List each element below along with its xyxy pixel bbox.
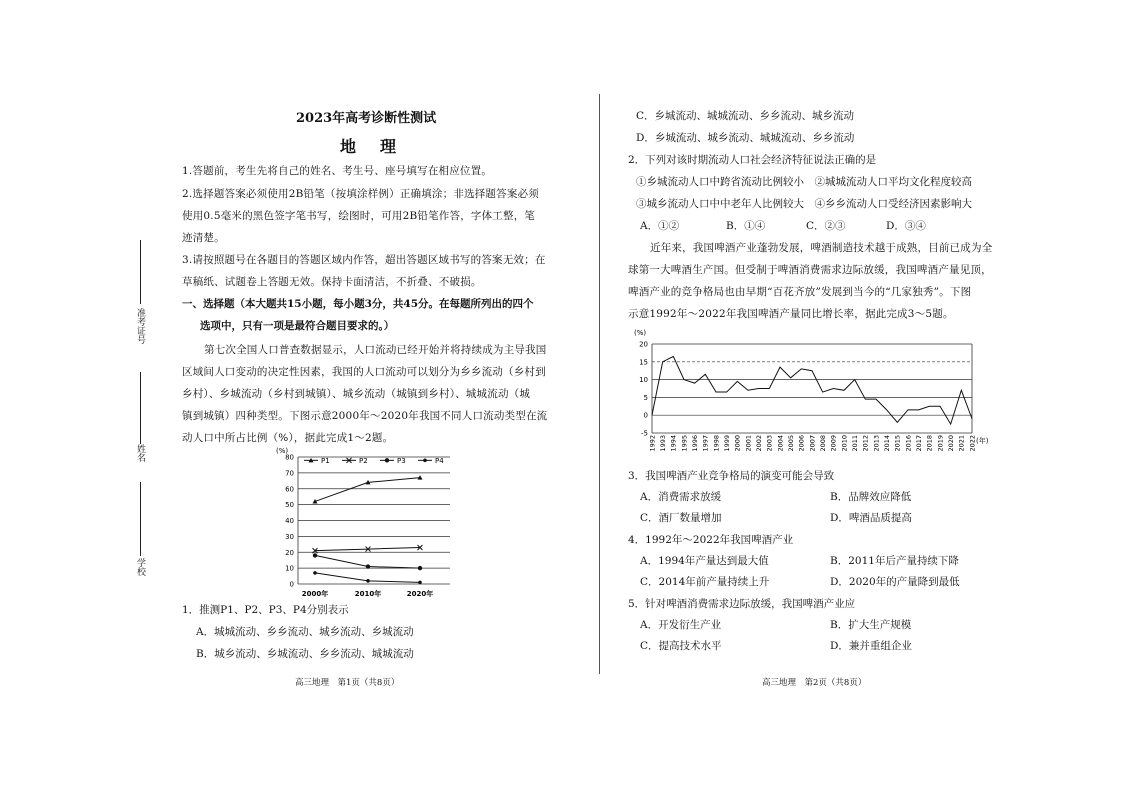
x-tick-label: 1997 xyxy=(701,435,710,452)
q2-item-line: ③城乡流动人口中中老年人比例较大 ④乡乡流动人口受经济因素影响大 xyxy=(636,198,972,210)
y-tick-label: 10 xyxy=(639,376,648,385)
q5-option-c: C．提高技术水平 xyxy=(640,640,722,652)
data-point-p4 xyxy=(418,581,422,585)
passage-line: 第七次全国人口普查数据显示，人口流动已经开始并将持续成为主导我国 xyxy=(204,344,547,356)
page-divider xyxy=(599,94,600,674)
x-tick-label: 1996 xyxy=(690,435,699,452)
data-point-p4 xyxy=(366,579,370,583)
note-line: 3.请按照题号在各题目的答题区域内作答，超出答题区域书写的答案无效；在 xyxy=(182,254,546,266)
legend-label: P4 xyxy=(435,456,444,465)
q2-option-a: A．①② xyxy=(640,220,680,232)
q2-option-d: D．③④ xyxy=(886,220,926,232)
passage-line: 近年来，我国啤酒产业蓬勃发展，啤酒制造技术越于成熟，目前已成为全 xyxy=(650,242,993,254)
x-tick-label: 2020年 xyxy=(406,590,434,598)
x-tick-label: 2005 xyxy=(786,435,795,452)
y-tick-label: 20 xyxy=(639,340,648,349)
x-tick-label: 2020 xyxy=(946,435,955,452)
page-footer-right: 高三地理 第2页（共8页） xyxy=(762,678,867,688)
x-tick-label: 2022 xyxy=(968,435,977,452)
q5-option-d: D．兼并重组企业 xyxy=(830,640,912,652)
x-tick-label: 2000年 xyxy=(301,590,329,598)
q4-option-d: D．2020年的产量降到最低 xyxy=(830,576,960,588)
y-tick-label: 10 xyxy=(285,564,294,573)
y-tick-label: 0 xyxy=(289,580,294,589)
x-tick-label: 2017 xyxy=(914,435,923,452)
x-tick-label: 2002 xyxy=(754,435,763,452)
side-label-name: 姓名 xyxy=(135,444,145,462)
x-tick-label: 2010年 xyxy=(354,590,382,598)
x-tick-label: 1994 xyxy=(669,435,678,452)
q5-option-a: A．开发衍生产业 xyxy=(640,619,722,631)
section-heading-cont: 选项中，只有一项是最符合题目要求的。） xyxy=(200,320,395,332)
y-axis-label: (%) xyxy=(276,447,289,455)
x-tick-label: 2019 xyxy=(936,435,945,452)
y-tick-label: 30 xyxy=(285,532,294,541)
passage-line: 镇到城镇）四种类型。下图示意2000年～2020年我国不同人口流动类型在流 xyxy=(182,410,548,422)
q2-option-c: C．②③ xyxy=(806,220,846,232)
q1-option-d: D．乡城流动、城乡流动、城城流动、乡乡流动 xyxy=(636,132,855,144)
side-label-id: 准考证号 xyxy=(135,308,145,344)
x-tick-label: 2011 xyxy=(850,435,859,452)
data-point-p3 xyxy=(366,564,370,568)
x-tick-label: 2009 xyxy=(829,435,838,452)
q4-option-b: B．2011年后产量持续下降 xyxy=(830,555,959,567)
x-tick-label: 2003 xyxy=(765,435,774,452)
x-tick-label: 2001 xyxy=(744,435,753,452)
q1-option-a: A．城城流动、乡乡流动、城乡流动、乡城流动 xyxy=(196,626,414,638)
x-tick-label: 2012 xyxy=(861,435,870,452)
q4-option-c: C．2014年前产量持续上升 xyxy=(640,576,770,588)
page-footer-left: 高三地理 第1页（共8页） xyxy=(295,678,400,688)
y-tick-label: 15 xyxy=(639,358,648,367)
legend-label: P2 xyxy=(359,456,368,465)
q4-option-a: A．1994年产量达到最大值 xyxy=(640,555,769,567)
q1-option-c: C．乡城流动、城城流动、乡乡流动、城乡流动 xyxy=(636,110,855,122)
subject-title: 地 理 xyxy=(340,137,401,156)
y-tick-label: 20 xyxy=(285,548,294,557)
exam-title: 2023年高考诊断性测试 xyxy=(296,111,437,126)
x-tick-label: 2004 xyxy=(776,435,785,452)
q2-item-line: ①乡城流动人口中跨省流动比例较小 ②城城流动人口平均文化程度较高 xyxy=(636,176,972,188)
passage-line: 乡村）、乡城流动（乡村到城镇）、城乡流动（城镇到乡村）、城城流动（城 xyxy=(182,388,531,400)
legend-label: P1 xyxy=(321,456,330,465)
x-tick-label: 2008 xyxy=(818,435,827,452)
question-1: 1．推测P1、P2、P3、P4分别表示 xyxy=(182,604,349,616)
note-line: 草稿纸、试题卷上答题无效。保持卡面清洁，不折叠、不破损。 xyxy=(182,276,482,288)
passage-line: 球第一大啤酒生产国。但受制于啤酒消费需求边际放缓，我国啤酒产量见顶， xyxy=(628,264,992,276)
legend-marker xyxy=(423,459,427,463)
x-tick-label: 1998 xyxy=(712,435,721,452)
q1-option-b: B．城乡流动、乡城流动、乡乡流动、城城流动 xyxy=(196,648,414,660)
x-tick-label: 2010 xyxy=(840,435,849,452)
q3-option-d: D．啤酒品质提高 xyxy=(830,512,912,524)
side-label-school: 学校 xyxy=(135,558,145,576)
growth-rate-line xyxy=(652,356,972,424)
legend-label: P3 xyxy=(397,456,406,465)
x-tick-label: 1995 xyxy=(680,435,689,452)
legend-marker xyxy=(385,458,389,462)
x-tick-label: 1992 xyxy=(648,435,657,452)
passage-line: 示意1992年～2022年我国啤酒产量同比增长率，据此完成3～5题。 xyxy=(628,308,954,320)
x-tick-label: 2006 xyxy=(797,435,806,452)
passage-line: 啤酒产业的竞争格局也由早期“百花齐放”发展到当今的“几家独秀”。下图 xyxy=(628,286,972,298)
x-tick-label: 2014 xyxy=(882,435,891,452)
data-point-p3 xyxy=(418,566,422,570)
y-tick-label: 0 xyxy=(643,411,648,420)
question-3: 3．我国啤酒产业竞争格局的演变可能会导致 xyxy=(628,470,835,482)
question-2: 2．下列对该时期流动人口社会经济特征说法正确的是 xyxy=(628,154,877,166)
y-tick-label: 80 xyxy=(285,453,294,462)
x-tick-label: 1999 xyxy=(722,435,731,452)
x-tick-label: 1993 xyxy=(658,435,667,452)
question-4: 4．1992年～2022年我国啤酒产业 xyxy=(628,534,794,546)
x-axis-label: (年) xyxy=(976,437,989,445)
note-line: 2.选择题答案必须使用2B铅笔（按填涂样例）正确填涂；非选择题答案必须 xyxy=(182,188,539,200)
note-line: 迹清楚。 xyxy=(182,232,225,244)
y-axis-label: (%) xyxy=(634,329,647,337)
data-point-p3 xyxy=(313,553,317,557)
beer-growth-chart xyxy=(624,322,996,456)
x-tick-label: 2021 xyxy=(957,435,966,452)
y-tick-label: 50 xyxy=(285,501,294,510)
question-5: 5．针对啤酒消费需求边际放缓，我国啤酒产业应 xyxy=(628,598,856,610)
q2-option-b: B．①④ xyxy=(726,220,766,232)
y-tick-label: 40 xyxy=(285,517,294,525)
y-tick-label: 60 xyxy=(285,485,294,494)
q3-option-c: C．酒厂数量增加 xyxy=(640,512,722,524)
y-tick-label: -5 xyxy=(641,429,648,438)
y-tick-label: 70 xyxy=(285,469,294,478)
note-line: 1.答题前，考生先将自己的姓名、考生号、座号填写在相应位置。 xyxy=(182,165,493,177)
passage-line: 动人口中所占比例（%），据此完成1～2题。 xyxy=(182,432,394,444)
y-tick-label: 5 xyxy=(643,393,648,402)
passage-line: 区域间人口变动的决定性因素，我国的人口流动可以划分为乡乡流动（乡村到 xyxy=(182,366,546,378)
x-tick-label: 2015 xyxy=(893,435,902,452)
section-heading: 一、选择题（本大题共15小题，每小题3分，共45分。在每题所列出的四个 xyxy=(182,298,534,310)
q3-option-a: A．消费需求放缓 xyxy=(640,491,722,503)
x-tick-label: 2016 xyxy=(904,435,913,452)
migration-chart xyxy=(270,445,460,600)
x-tick-label: 2018 xyxy=(925,435,934,452)
note-line: 使用0.5毫米的黑色签字笔书写，绘图时，可用2B铅笔作答，字体工整，笔 xyxy=(182,210,536,222)
x-tick-label: 2000 xyxy=(733,435,742,452)
x-tick-label: 2007 xyxy=(808,435,817,452)
data-point-p4 xyxy=(313,571,317,575)
q3-option-b: B．品牌效应降低 xyxy=(830,491,912,503)
q5-option-b: B．扩大生产规模 xyxy=(830,619,912,631)
x-tick-label: 2013 xyxy=(872,435,881,452)
